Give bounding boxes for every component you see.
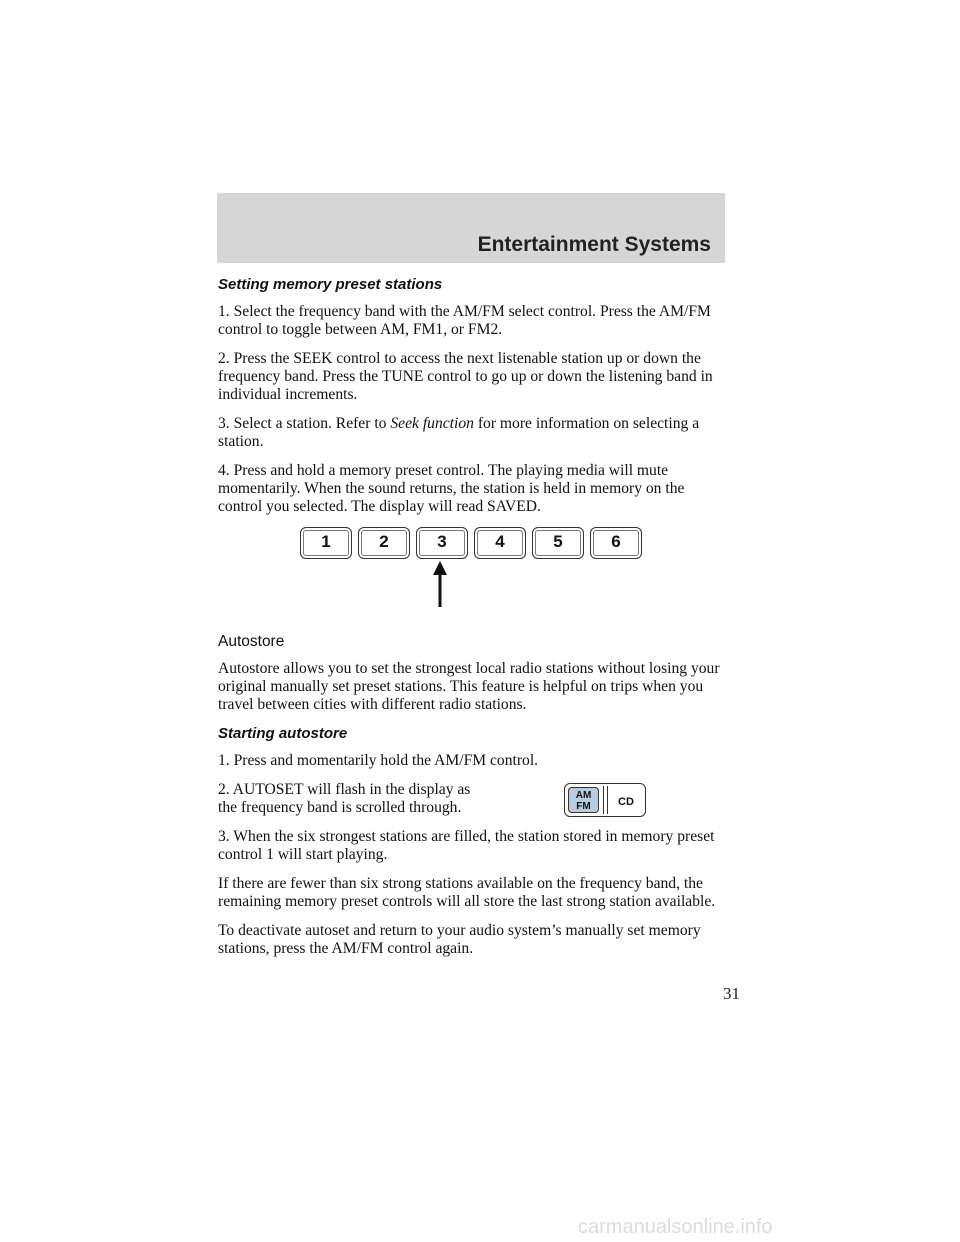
heading-setting-memory-presets: Setting memory preset stations xyxy=(218,276,443,293)
step-3-text-before: 3. Select a station. Refer to xyxy=(218,415,391,432)
autostore-step-2: 2. AUTOSET will flash in the display as the frequency band is scrolled through. xyxy=(218,781,471,816)
preset-button-2: 2 xyxy=(358,527,410,559)
step-3-text-after: for more information on selecting a station. xyxy=(218,415,700,450)
preset-button-row xyxy=(300,527,644,561)
section-title: Entertainment Systems xyxy=(477,233,711,256)
preset-buttons-figure xyxy=(218,527,728,623)
preset-button-3: 3 xyxy=(416,527,468,559)
seek-function-reference: Seek function xyxy=(390,415,474,432)
step-1: 1. Select the frequency band with the AM/FM select control. Press the AM/FM control to toggle between AM, FM1, or FM2. xyxy=(218,303,711,338)
heading-starting-autostore: Starting autostore xyxy=(218,725,348,742)
amfm-label-am: AM xyxy=(575,790,592,801)
page-number: 31 xyxy=(723,984,740,1003)
amfm-cd-figure xyxy=(564,781,648,819)
header-band xyxy=(217,193,725,263)
watermark: carmanualsonline.info xyxy=(578,1216,773,1238)
page-content xyxy=(218,276,728,969)
heading-autostore: Autostore xyxy=(218,633,285,650)
preset-button-5: 5 xyxy=(532,527,584,559)
amfm-button xyxy=(568,787,599,813)
amfm-cd-button xyxy=(564,783,646,817)
amfm-label-fm: FM xyxy=(576,801,591,812)
cd-label: CD xyxy=(618,796,634,808)
preset-button-4: 4 xyxy=(474,527,526,559)
autostore-step-3: 3. When the six strongest stations are filled, the station stored in memory preset control 1 will start playing. xyxy=(218,828,715,863)
autostore-step-1: 1. Press and momentarily hold the AM/FM control. xyxy=(218,752,539,769)
step-2: 2. Press the SEEK control to access the next listenable station up or down the frequency band. Press the TUNE control to go up or down the listening band in individual increments. xyxy=(218,350,713,403)
step-4: 4. Press and hold a memory preset control. The playing media will mute momentarily. When the sound returns, the station is held in memory on the control you selected. The display will read SAVED. xyxy=(218,462,685,515)
button-divider xyxy=(603,786,608,814)
preset-button-6: 6 xyxy=(590,527,642,559)
autostore-intro: Autostore allows you to set the strongest local radio stations without losing your original manually set preset stations. This feature is helpful on trips when you travel between cities with different radio stations. xyxy=(218,660,720,713)
deactivate-autoset-note: To deactivate autoset and return to your audio system’s manually set memory stations, press the AM/FM control again. xyxy=(218,922,701,957)
arrow-up-icon xyxy=(432,561,448,607)
preset-button-1: 1 xyxy=(300,527,352,559)
step-3 xyxy=(218,415,728,451)
fewer-stations-note: If there are fewer than six strong stations available on the frequency band, the remaining memory preset controls will all store the last strong station available. xyxy=(218,875,716,910)
